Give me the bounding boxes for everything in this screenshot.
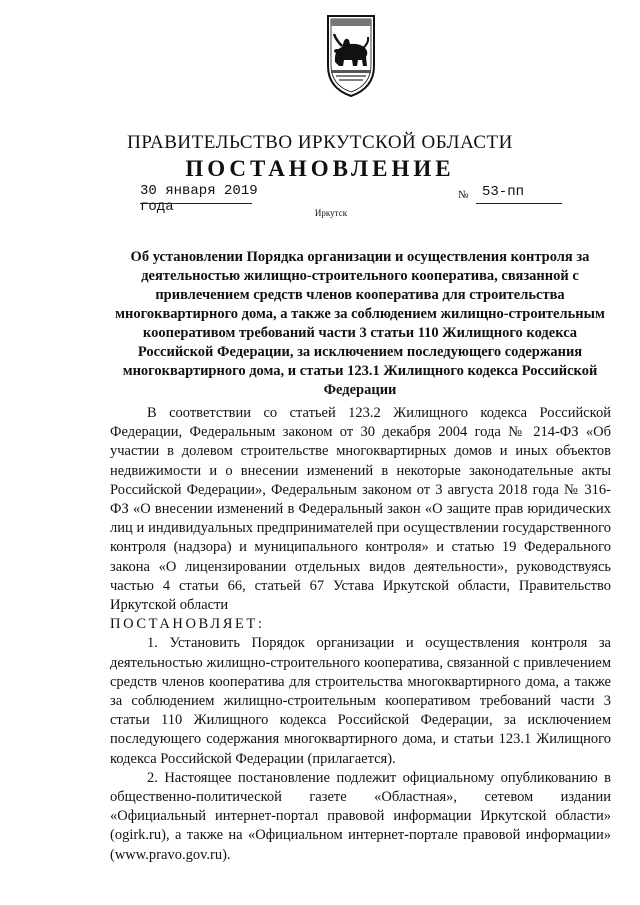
document-type: ПОСТАНОВЛЕНИЕ (185, 156, 455, 181)
document-title: Об установлении Порядка организации и осуществления контроля за деятельностью жилищно-строительного кооператива, связанной с привлечением средств членов кооператива для строительства многоквартирного дома, а также за соблюдением жилищно-строительным кооперативом требований части 3 статьи 110 Жилищного кодекса Российской Федерации, за исключением последующего содержания многоквартирного дома, и статьи 123.1 Жилищного кодекса Российской Федерации (115, 249, 605, 398)
document-date: 30 января 2019 года (140, 183, 258, 215)
item-2-paragraph: 2. Настоящее постановление подлежит официальному опубликованию в общественно-политической газете «Областная», сетевом издании «Официальный интернет-портал правовой информации Иркутской области» (ogirk.ru), а также на «Официальном интернет-портале правовой информации» (www.pravo.gov.ru). (110, 769, 611, 863)
number-sign: № (458, 189, 469, 201)
irkutsk-coat-of-arms-icon (322, 10, 380, 102)
resolves-heading: ПОСТАНОВЛЯЕТ: (110, 616, 265, 633)
document-number: 53-пп (482, 184, 525, 200)
document-city: Иркутск (314, 208, 348, 218)
item-1-paragraph: 1. Установить Порядок организации и осуществления контроля за деятельностью жилищно-строительного кооператива, связанной с привлечением средств членов кооператива для строительства многоквартирного дома, а также за соблюдением жилищно-строительным кооперативом требований части 3 статьи 110 Жилищного кодекса Российской Федерации, за исключением последующего содержания многоквартирного дома, и статьи 123.1 Жилищного кодекса Российской Федерации (прилагается). (110, 635, 611, 767)
number-underline (476, 203, 562, 204)
document-body (110, 404, 611, 865)
government-name: ПРАВИТЕЛЬСТВО ИРКУТСКОЙ ОБЛАСТИ (127, 132, 513, 153)
preamble-paragraph: В соответствии со статьей 123.2 Жилищного кодекса Российской Федерации, Федеральным законом от 30 декабря 2004 года № 214-ФЗ «Об участии в долевом строительстве многоквартирных домов и иных объектов недвижимости и о внесении изменений в некоторые законодательные акты Российской Федерации», Федеральным законом от 3 августа 2018 года № 316-ФЗ «О внесении изменений в Федеральный закон «О защите прав юридических лиц и индивидуальных предпринимателей при осуществлении государственного контроля (надзора) и муниципального контроля» и статью 19 Федерального закона «О лицензировании отдельных видов деятельности», руководствуясь частью 4 статьи 66, статьей 67 Устава Иркутской области, Правительство Иркутской области (110, 405, 611, 614)
date-underline (140, 203, 252, 204)
